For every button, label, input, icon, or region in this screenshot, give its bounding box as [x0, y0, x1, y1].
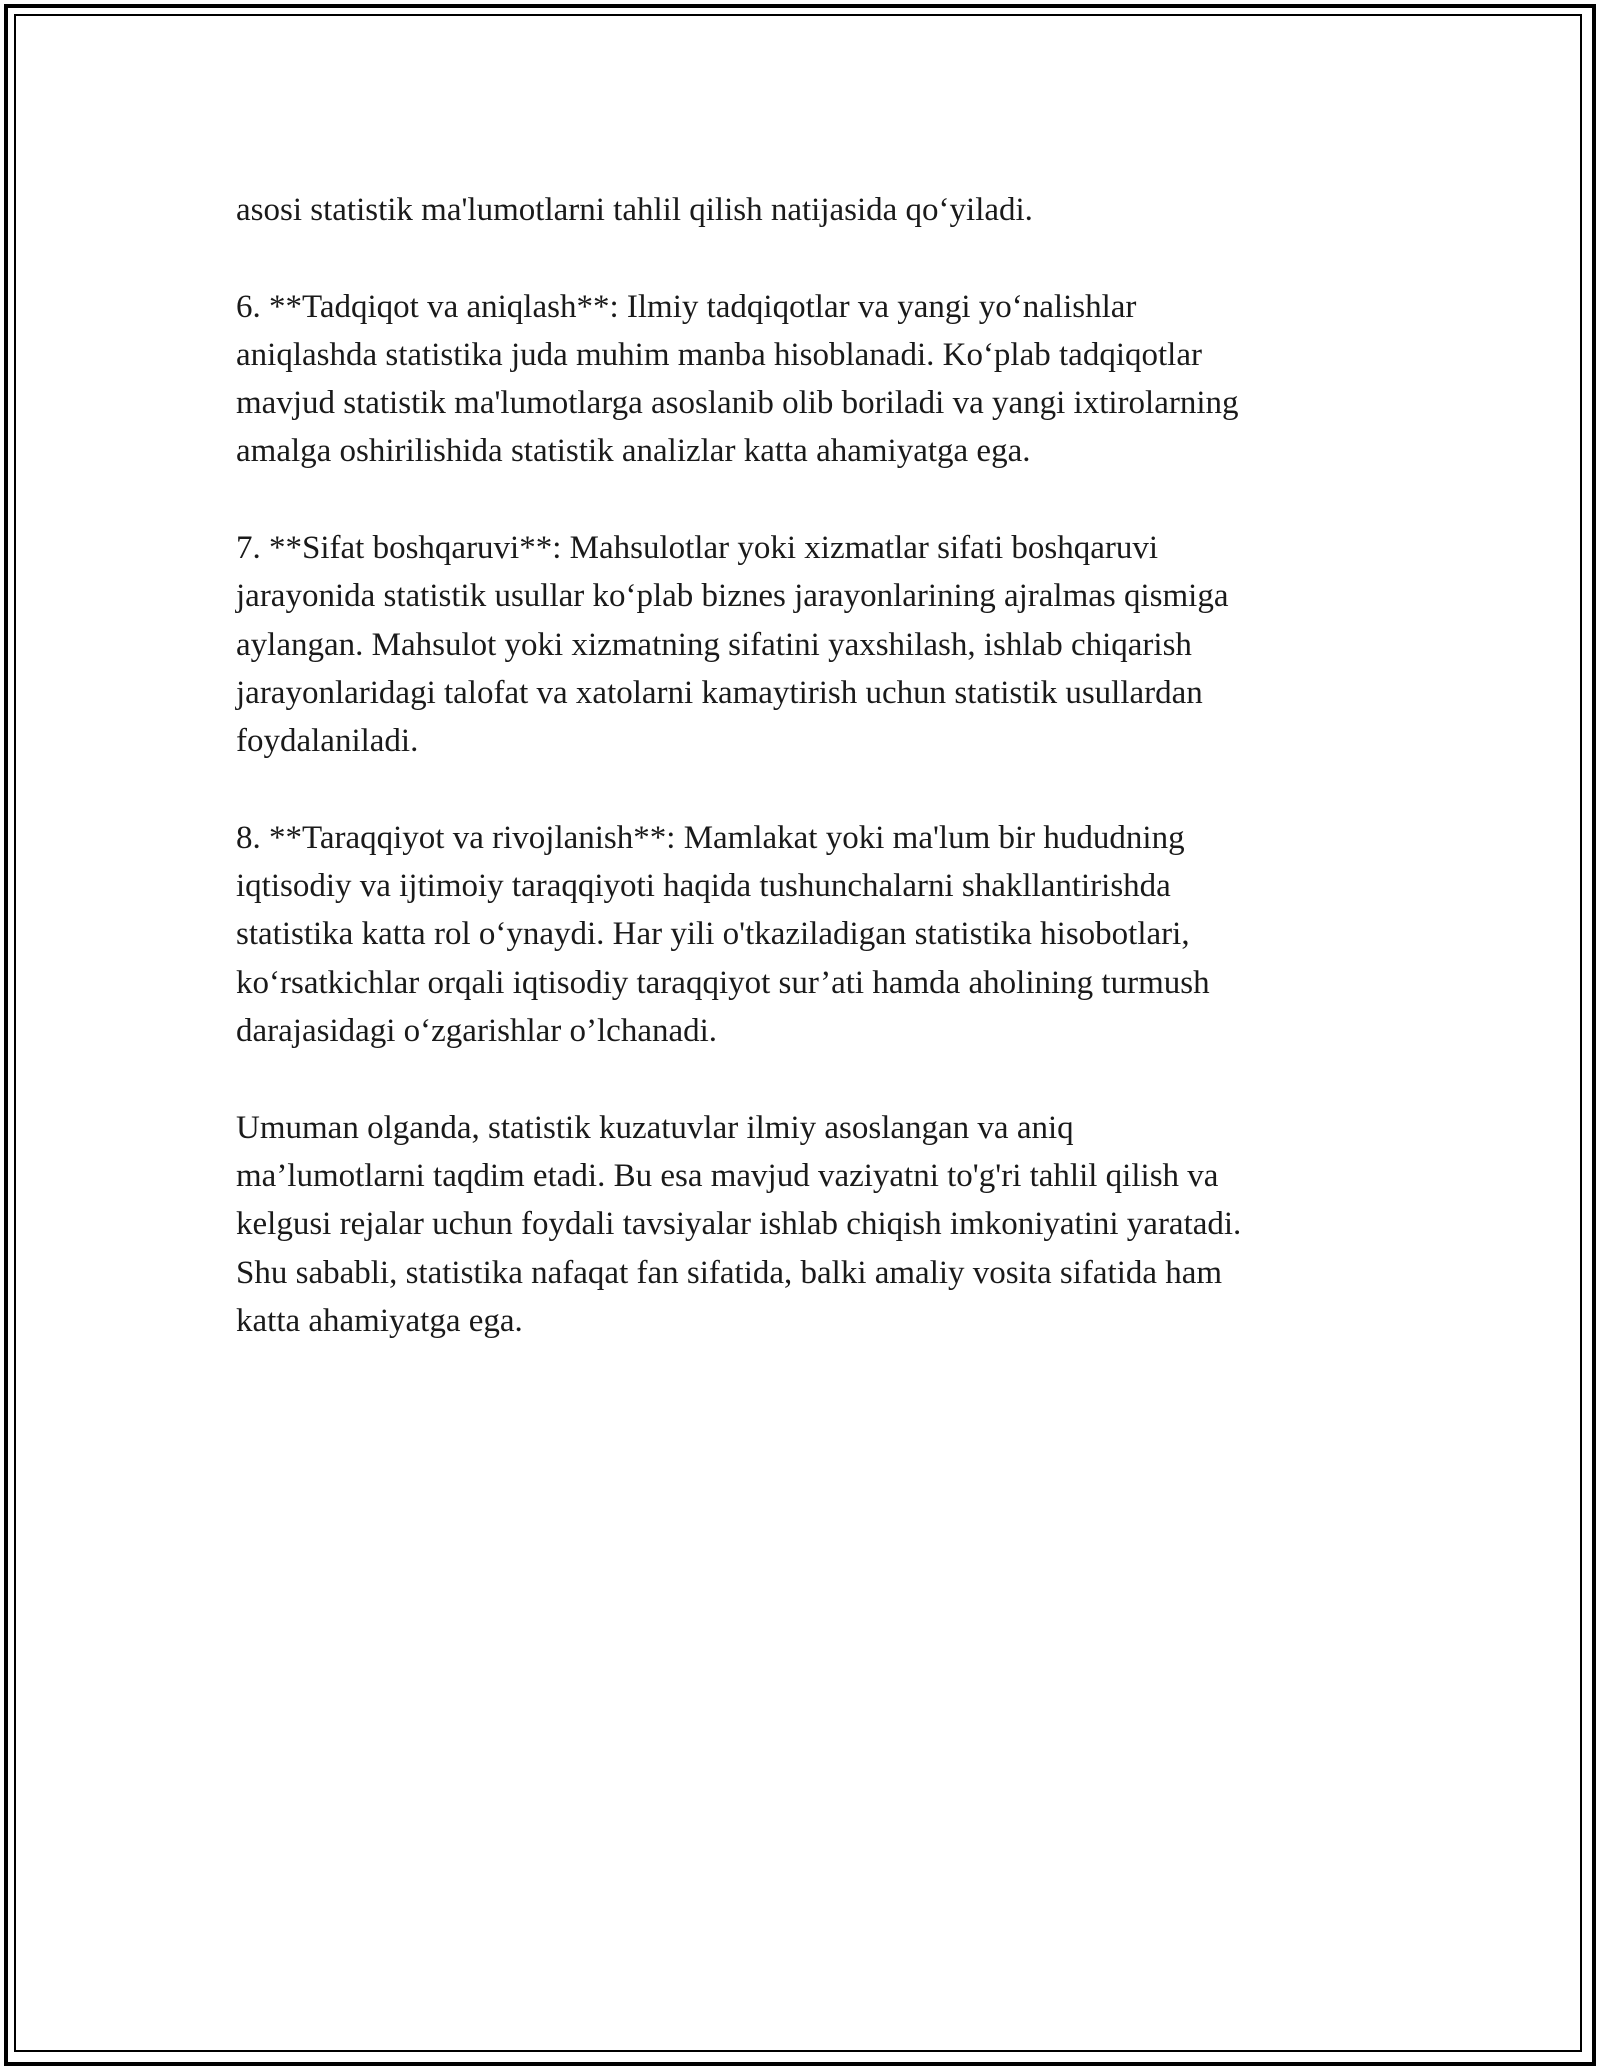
text-line: katta ahamiyatga ega. — [236, 1302, 523, 1339]
text-line: iqtisodiy va ijtimoiy taraqqiyoti haqida tushunchalarni shakllantirishda — [236, 868, 1171, 905]
text-line: Umuman olganda, statistik kuzatuvlar ilmiy asoslangan va aniq — [236, 1109, 1074, 1146]
text-line: statistika katta rol o‘ynaydi. Har yili o'tkaziladigan statistika hisobotlari, — [236, 916, 1190, 953]
text-line: Shu sababli, statistika nafaqat fan sifatida, balki amaliy vosita sifatida ham — [236, 1254, 1223, 1291]
text-line: aniqlashda statistika juda muhim manba hisoblanadi. Ko‘plab tadqiqotlar — [236, 336, 1202, 373]
paragraph-item-8 — [236, 814, 1366, 1055]
text-line: mavjud statistik ma'lumotlarga asoslanib olib boriladi va yangi ixtirolarning — [236, 385, 1239, 422]
text-line: 6. **Tadqiqot va aniqlash**: Ilmiy tadqiqotlar va yangi yo‘nalishlar — [236, 288, 1137, 325]
text-line: kelgusi rejalar uchun foydali tavsiyalar ishlab chiqish imkoniyatini yaratadi. — [236, 1206, 1242, 1243]
text-line: ma’lumotlarni taqdim etadi. Bu esa mavjud vaziyatni to'g'ri tahlil qilish va — [236, 1157, 1219, 1194]
text-line: foydalaniladi. — [236, 723, 419, 760]
text-line: 8. **Taraqqiyot va rivojlanish**: Mamlakat yoki ma'lum bir hududning — [236, 819, 1185, 856]
paragraph-conclusion — [236, 1104, 1366, 1345]
paragraph-item-6 — [236, 283, 1366, 476]
text-line: amalga oshirilishida statistik analizlar katta ahamiyatga ega. — [236, 433, 1031, 470]
paragraph-item-7 — [236, 524, 1366, 765]
text-line: aylangan. Mahsulot yoki xizmatning sifatini yaxshilash, ishlab chiqarish — [236, 626, 1192, 663]
text-line: jarayonida statistik usullar ko‘plab biznes jarayonlarining ajralmas qismiga — [236, 578, 1229, 615]
text-line: darajasidagi o‘zgarishlar o’lchanadi. — [236, 1013, 718, 1050]
text-line: asosi statistik ma'lumotlarni tahlil qilish natijasida qo‘yiladi. — [236, 192, 1033, 228]
paragraph-continuation — [236, 186, 1366, 234]
text-line: 7. **Sifat boshqaruvi**: Mahsulotlar yoki xizmatlar sifati boshqaruvi — [236, 530, 1159, 567]
document-body — [236, 186, 1366, 1393]
text-line: ko‘rsatkichlar orqali iqtisodiy taraqqiyot sur’ati hamda aholining turmush — [236, 964, 1210, 1001]
text-line: jarayonlaridagi talofat va xatolarni kamaytirish uchun statistik usullardan — [236, 674, 1203, 711]
